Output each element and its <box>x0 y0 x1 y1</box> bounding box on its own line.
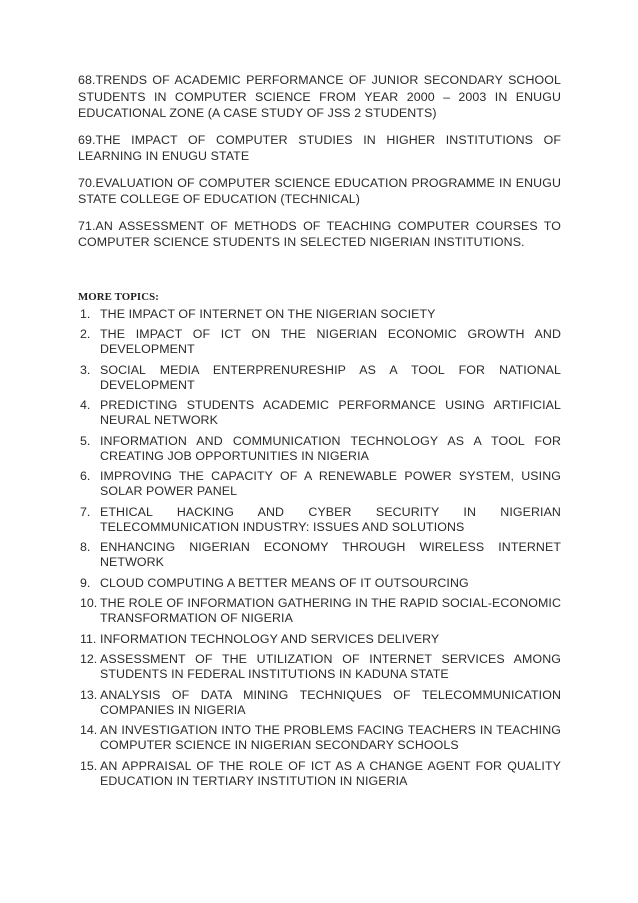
list-text: THE IMPACT OF ICT ON THE NIGERIAN ECONOMIC GROWTH AND DEVELOPMENT <box>100 327 561 356</box>
list-text: AN INVESTIGATION INTO THE PROBLEMS FACING TEACHERS IN TEACHING COMPUTER SCIENCE IN NIGERIAN SECONDARY SCHOOLS <box>100 723 561 752</box>
list-number: 1. <box>80 306 91 321</box>
topics-list <box>78 307 561 789</box>
list-item <box>78 540 561 570</box>
more-topics-heading: MORE TOPICS: <box>78 290 159 303</box>
list-number: 12. <box>80 652 98 666</box>
list-item <box>78 327 561 357</box>
list-number: 2. <box>80 327 91 341</box>
paragraph-68: 68.TRENDS OF ACADEMIC PERFORMANCE OF JUNIOR SECONDARY SCHOOL STUDENTS IN COMPUTER SCIENCE FROM YEAR 2000 – 2003 IN ENUGU EDUCATIONAL ZONE (A CASE STUDY OF JSS 2 STUDENTS) <box>78 73 561 120</box>
list-text: ETHICAL HACKING AND CYBER SECURITY IN NIGERIAN TELECOMMUNICATION INDUSTRY: ISSUES AND SOLUTIONS <box>100 504 561 534</box>
document-page <box>78 0 561 794</box>
list-item <box>78 398 561 428</box>
list-item <box>78 363 561 393</box>
list-number: 7. <box>80 504 91 519</box>
list-text: ENHANCING NIGERIAN ECONOMY THROUGH WIRELESS INTERNET NETWORK <box>100 540 561 569</box>
list-number: 15. <box>80 758 98 773</box>
list-text: ASSESSMENT OF THE UTILIZATION OF INTERNET SERVICES AMONG STUDENTS IN FEDERAL INSTITUTIONS IN KADUNA STATE <box>100 652 561 681</box>
list-text: SOCIAL MEDIA ENTERPRENURESHIP AS A TOOL FOR NATIONAL DEVELOPMENT <box>100 362 561 392</box>
paragraph-71: 71.AN ASSESSMENT OF METHODS OF TEACHING COMPUTER COURSES TO COMPUTER SCIENCE STUDENTS IN SELECTED NIGERIAN INSTITUTIONS. <box>78 218 561 249</box>
list-number: 8. <box>80 540 91 554</box>
list-number: 9. <box>80 575 91 590</box>
list-text: PREDICTING STUDENTS ACADEMIC PERFORMANCE USING ARTIFICIAL NEURAL NETWORK <box>100 398 561 427</box>
list-text: CLOUD COMPUTING A BETTER MEANS OF IT OUTSOURCING <box>100 575 469 590</box>
list-text: IMPROVING THE CAPACITY OF A RENEWABLE POWER SYSTEM, USING SOLAR POWER PANEL <box>100 469 561 498</box>
list-item <box>78 434 561 464</box>
list-item <box>78 632 561 647</box>
list-item <box>78 652 561 682</box>
list-text: THE IMPACT OF INTERNET ON THE NIGERIAN SOCIETY <box>100 306 436 321</box>
list-text: AN APPRAISAL OF THE ROLE OF ICT AS A CHANGE AGENT FOR QUALITY EDUCATION IN TERTIARY INSTITUTION IN NIGERIA <box>100 758 561 788</box>
list-text: ANALYSIS OF DATA MINING TECHNIQUES OF TELECOMMUNICATION COMPANIES IN NIGERIA <box>100 687 561 717</box>
list-number: 11. <box>80 631 97 646</box>
list-number: 14. <box>80 723 98 737</box>
paragraph-69: 69.THE IMPACT OF COMPUTER STUDIES IN HIGHER INSTITUTIONS OF LEARNING IN ENUGU STATE <box>78 132 561 163</box>
list-number: 5. <box>80 433 91 448</box>
list-text: THE ROLE OF INFORMATION GATHERING IN THE RAPID SOCIAL-ECONOMIC TRANSFORMATION OF NIGERIA <box>100 596 561 625</box>
list-item <box>78 596 561 626</box>
list-item <box>78 759 561 789</box>
list-number: 3. <box>80 362 91 377</box>
list-item <box>78 723 561 753</box>
list-text: INFORMATION TECHNOLOGY AND SERVICES DELIVERY <box>100 631 440 646</box>
numbered-paragraphs <box>78 72 561 251</box>
list-text: INFORMATION AND COMMUNICATION TECHNOLOGY AS A TOOL FOR CREATING JOB OPPORTUNITIES IN NIGERIA <box>100 433 561 463</box>
list-item <box>78 469 561 499</box>
list-item <box>78 505 561 535</box>
list-number: 4. <box>80 398 91 412</box>
list-number: 13. <box>80 687 98 702</box>
list-item <box>78 307 561 322</box>
list-number: 10. <box>80 596 98 610</box>
list-item <box>78 576 561 591</box>
list-number: 6. <box>80 469 91 483</box>
paragraph-70: 70.EVALUATION OF COMPUTER SCIENCE EDUCATION PROGRAMME IN ENUGU STATE COLLEGE OF EDUCATION (TECHNICAL) <box>78 175 561 206</box>
list-item <box>78 688 561 718</box>
